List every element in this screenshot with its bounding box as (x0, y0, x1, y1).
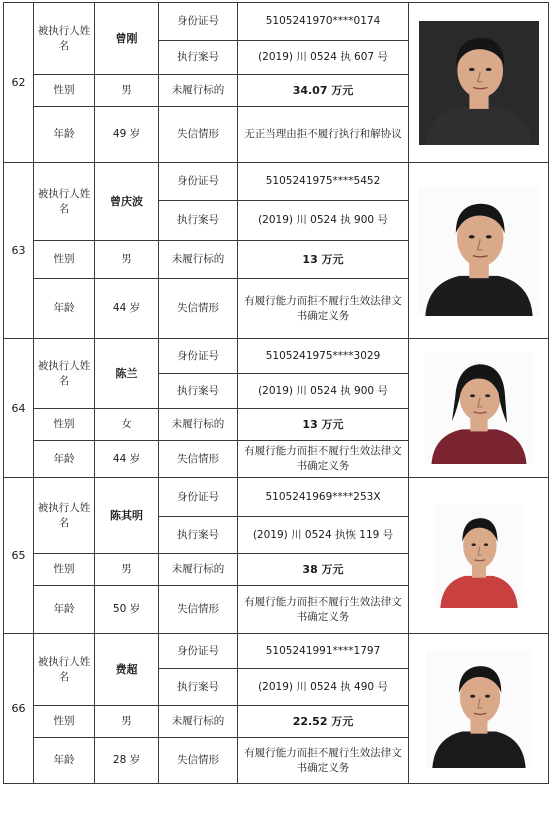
case-number-value: (2019) 川 0524 执 900 号 (238, 374, 409, 409)
id-number-label: 身份证号 (159, 339, 238, 374)
id-number-value: 5105241991****1797 (238, 634, 409, 669)
executee-name-label: 被执行人姓名 (34, 634, 95, 706)
record-row (4, 3, 549, 41)
gender-label: 性别 (34, 409, 95, 441)
age-value: 28 岁 (95, 738, 159, 784)
portrait-cell (409, 478, 549, 634)
default-situation-value: 有履行能力而拒不履行生效法律文书确定义务 (238, 738, 409, 784)
gender-label: 性别 (34, 75, 95, 107)
age-label: 年龄 (34, 441, 95, 478)
age-label: 年龄 (34, 107, 95, 163)
record-row (4, 163, 549, 201)
person-portrait (418, 186, 540, 316)
record-number: 62 (4, 3, 34, 163)
portrait-cell (409, 339, 549, 478)
case-number-label: 执行案号 (159, 41, 238, 75)
default-situation-label: 失信情形 (159, 107, 238, 163)
age-value: 49 岁 (95, 107, 159, 163)
person-portrait (425, 352, 533, 464)
person-portrait (435, 504, 523, 608)
age-label: 年龄 (34, 738, 95, 784)
unfulfilled-amount-value: 13 万元 (238, 409, 409, 441)
case-number-value: (2019) 川 0524 执 607 号 (238, 41, 409, 75)
executee-name: 陈其明 (95, 478, 159, 554)
case-number-label: 执行案号 (159, 669, 238, 706)
person-portrait (426, 650, 532, 768)
record-number: 64 (4, 339, 34, 478)
age-value: 44 岁 (95, 441, 159, 478)
unfulfilled-amount-label: 未履行标的 (159, 554, 238, 586)
case-number-label: 执行案号 (159, 201, 238, 241)
id-number-label: 身份证号 (159, 634, 238, 669)
record-row (4, 339, 549, 374)
default-situation-value: 无正当理由拒不履行执行和解协议 (238, 107, 409, 163)
portrait-cell (409, 163, 549, 339)
case-number-value: (2019) 川 0524 执 900 号 (238, 201, 409, 241)
gender-label: 性别 (34, 241, 95, 279)
gender-value: 男 (95, 554, 159, 586)
id-number-value: 5105241970****0174 (238, 3, 409, 41)
record-number: 63 (4, 163, 34, 339)
default-situation-label: 失信情形 (159, 738, 238, 784)
unfulfilled-amount-value: 22.52 万元 (238, 706, 409, 738)
unfulfilled-amount-value: 13 万元 (238, 241, 409, 279)
case-number-label: 执行案号 (159, 517, 238, 554)
unfulfilled-amount-value: 34.07 万元 (238, 75, 409, 107)
default-situation-label: 失信情形 (159, 586, 238, 634)
record-row (4, 478, 549, 517)
default-situation-label: 失信情形 (159, 441, 238, 478)
unfulfilled-amount-value: 38 万元 (238, 554, 409, 586)
record-row (4, 634, 549, 669)
gender-label: 性别 (34, 554, 95, 586)
defaulter-table (3, 2, 549, 784)
record-number: 66 (4, 634, 34, 784)
gender-label: 性别 (34, 706, 95, 738)
default-situation-label: 失信情形 (159, 279, 238, 339)
id-number-label: 身份证号 (159, 163, 238, 201)
gender-value: 男 (95, 706, 159, 738)
gender-value: 女 (95, 409, 159, 441)
id-number-label: 身份证号 (159, 3, 238, 41)
age-value: 44 岁 (95, 279, 159, 339)
record-number: 65 (4, 478, 34, 634)
case-number-value: (2019) 川 0524 执恢 119 号 (238, 517, 409, 554)
case-number-label: 执行案号 (159, 374, 238, 409)
executee-name-label: 被执行人姓名 (34, 339, 95, 409)
unfulfilled-amount-label: 未履行标的 (159, 706, 238, 738)
gender-value: 男 (95, 75, 159, 107)
defaulter-table-body (4, 3, 549, 784)
executee-name: 曾庆波 (95, 163, 159, 241)
default-situation-value: 有履行能力而拒不履行生效法律文书确定义务 (238, 441, 409, 478)
portrait-cell (409, 3, 549, 163)
id-number-label: 身份证号 (159, 478, 238, 517)
executee-name-label: 被执行人姓名 (34, 478, 95, 554)
id-number-value: 5105241975****5452 (238, 163, 409, 201)
age-label: 年龄 (34, 586, 95, 634)
age-value: 50 岁 (95, 586, 159, 634)
executee-name-label: 被执行人姓名 (34, 3, 95, 75)
unfulfilled-amount-label: 未履行标的 (159, 409, 238, 441)
executee-name: 曾刚 (95, 3, 159, 75)
unfulfilled-amount-label: 未履行标的 (159, 75, 238, 107)
person-portrait (419, 21, 539, 145)
executee-name: 费超 (95, 634, 159, 706)
unfulfilled-amount-label: 未履行标的 (159, 241, 238, 279)
id-number-value: 5105241975****3029 (238, 339, 409, 374)
case-number-value: (2019) 川 0524 执 490 号 (238, 669, 409, 706)
default-situation-value: 有履行能力而拒不履行生效法律文书确定义务 (238, 586, 409, 634)
age-label: 年龄 (34, 279, 95, 339)
id-number-value: 5105241969****253X (238, 478, 409, 517)
executee-name: 陈兰 (95, 339, 159, 409)
portrait-cell (409, 634, 549, 784)
executee-name-label: 被执行人姓名 (34, 163, 95, 241)
gender-value: 男 (95, 241, 159, 279)
default-situation-value: 有履行能力而拒不履行生效法律文书确定义务 (238, 279, 409, 339)
